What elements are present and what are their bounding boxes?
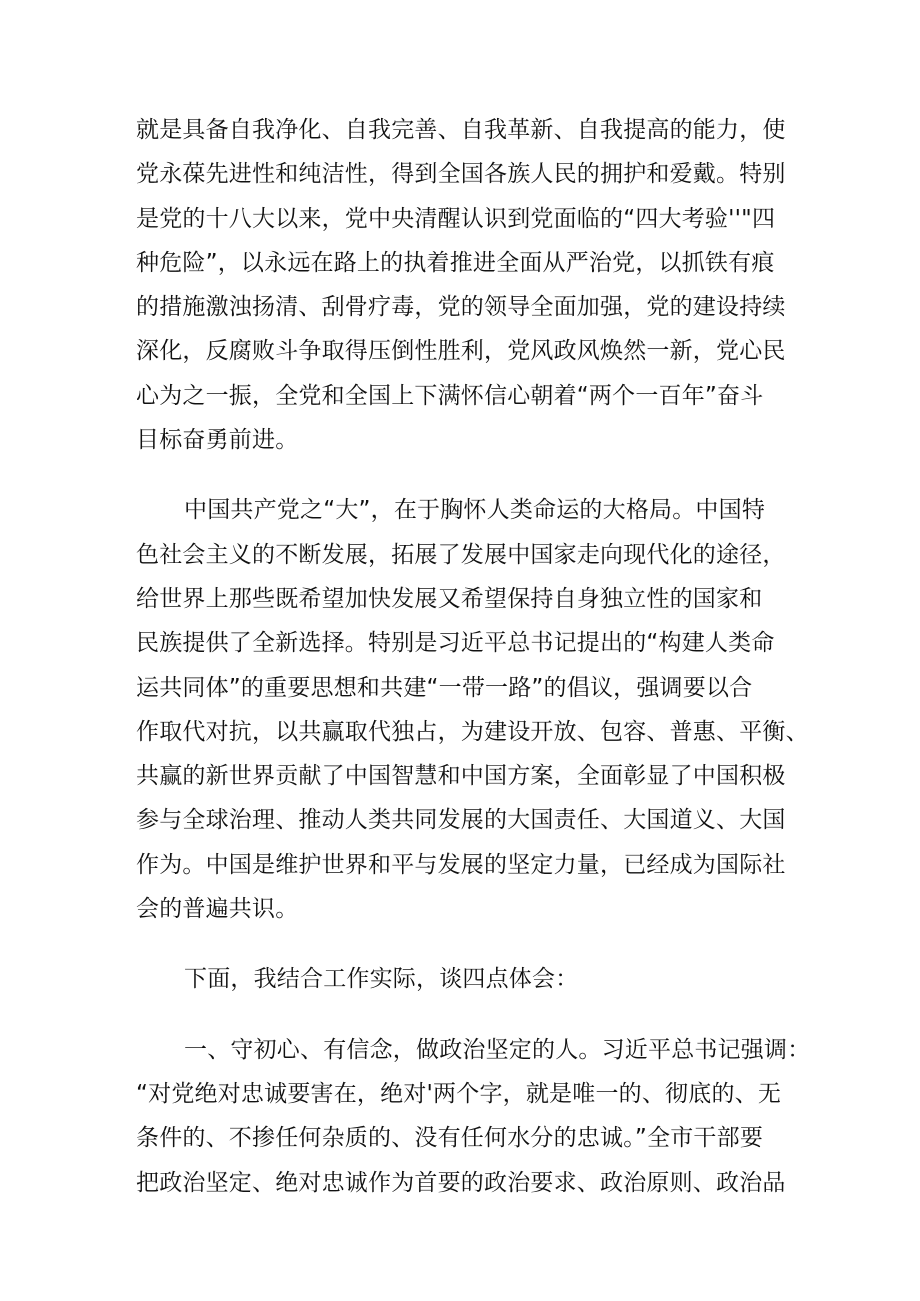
document-body bbox=[136, 108, 811, 1205]
text-line: 种危险”，以永远在路上的执着推进全面从严治党，以抓铁有痕 bbox=[136, 249, 775, 276]
text-line: 民族提供了全新选择。特别是习近平总书记提出的“构建人类命 bbox=[136, 630, 775, 657]
text-line: 党永葆先进性和纯洁性，得到全国各族人民的拥护和爱戴。特别 bbox=[136, 161, 786, 188]
text-line: 运共同体”的重要思想和共建“一带一路”的倡议，强调要以合 bbox=[136, 674, 753, 701]
paragraph-gap bbox=[136, 462, 796, 488]
text-line: 心为之一振，全党和全国上下满怀信心朝着“两个一百年”奋斗 bbox=[136, 382, 764, 409]
paragraph-4 bbox=[136, 1028, 811, 1205]
text-line: 目标奋勇前进。 bbox=[136, 427, 299, 454]
text-line: 一、守初心、有信念，做政治坚定的人。习近平总书记强调： bbox=[184, 1036, 811, 1063]
paragraph-gap bbox=[136, 931, 796, 957]
text-line: 色社会主义的不断发展，拓展了发展中国家走向现代化的途径， bbox=[136, 541, 786, 568]
text-line: 参与全球治理、推动人类共同发展的大国责任、大国道义、大国 bbox=[136, 807, 786, 834]
text-line: “对党绝对忠诚要害在，绝对'两个字，就是唯一的、彻底的、无 bbox=[136, 1080, 782, 1107]
text-line: 深化，反腐败斗争取得压倒性胜利，党风政风焕然一新，党心民 bbox=[136, 338, 786, 365]
text-line: 条件的、不掺任何杂质的、没有任何水分的忠诚。”全市干部要 bbox=[136, 1125, 764, 1152]
text-line: 作取代对抗，以共赢取代独占，为建设开放、包容、普惠、平衡、 bbox=[136, 718, 809, 745]
text-line: 会的普遍共识。 bbox=[136, 896, 299, 923]
paragraph-gap bbox=[136, 1002, 796, 1028]
text-line: 中国共产党之“大”，在于胸怀人类命运的大格局。中国特 bbox=[184, 497, 766, 524]
paragraph-3 bbox=[136, 957, 796, 1001]
text-line: 的措施激浊扬清、刮骨疗毒，党的领导全面加强，党的建设持续 bbox=[136, 294, 786, 321]
text-line: 下面，我结合工作实际，谈四点体会： bbox=[184, 966, 579, 993]
text-line: 作为。中国是维护世界和平与发展的坚定力量，已经成为国际社 bbox=[136, 851, 786, 878]
text-line: 就是具备自我净化、自我完善、自我革新、自我提高的能力，使 bbox=[136, 117, 786, 143]
paragraph-1 bbox=[136, 108, 796, 462]
text-line: 是党的十八大以来，党中央清醒认识到党面临的“四大考验''"四 bbox=[136, 205, 776, 232]
paragraph-2 bbox=[136, 488, 809, 931]
text-line: 共赢的新世界贡献了中国智慧和中国方案，全面彰显了中国积极 bbox=[136, 763, 786, 790]
text-line: 把政治坚定、绝对忠诚作为首要的政治要求、政治原则、政治品 bbox=[136, 1169, 786, 1196]
text-line: 给世界上那些既希望加快发展又希望保持自身独立性的国家和 bbox=[136, 585, 763, 612]
